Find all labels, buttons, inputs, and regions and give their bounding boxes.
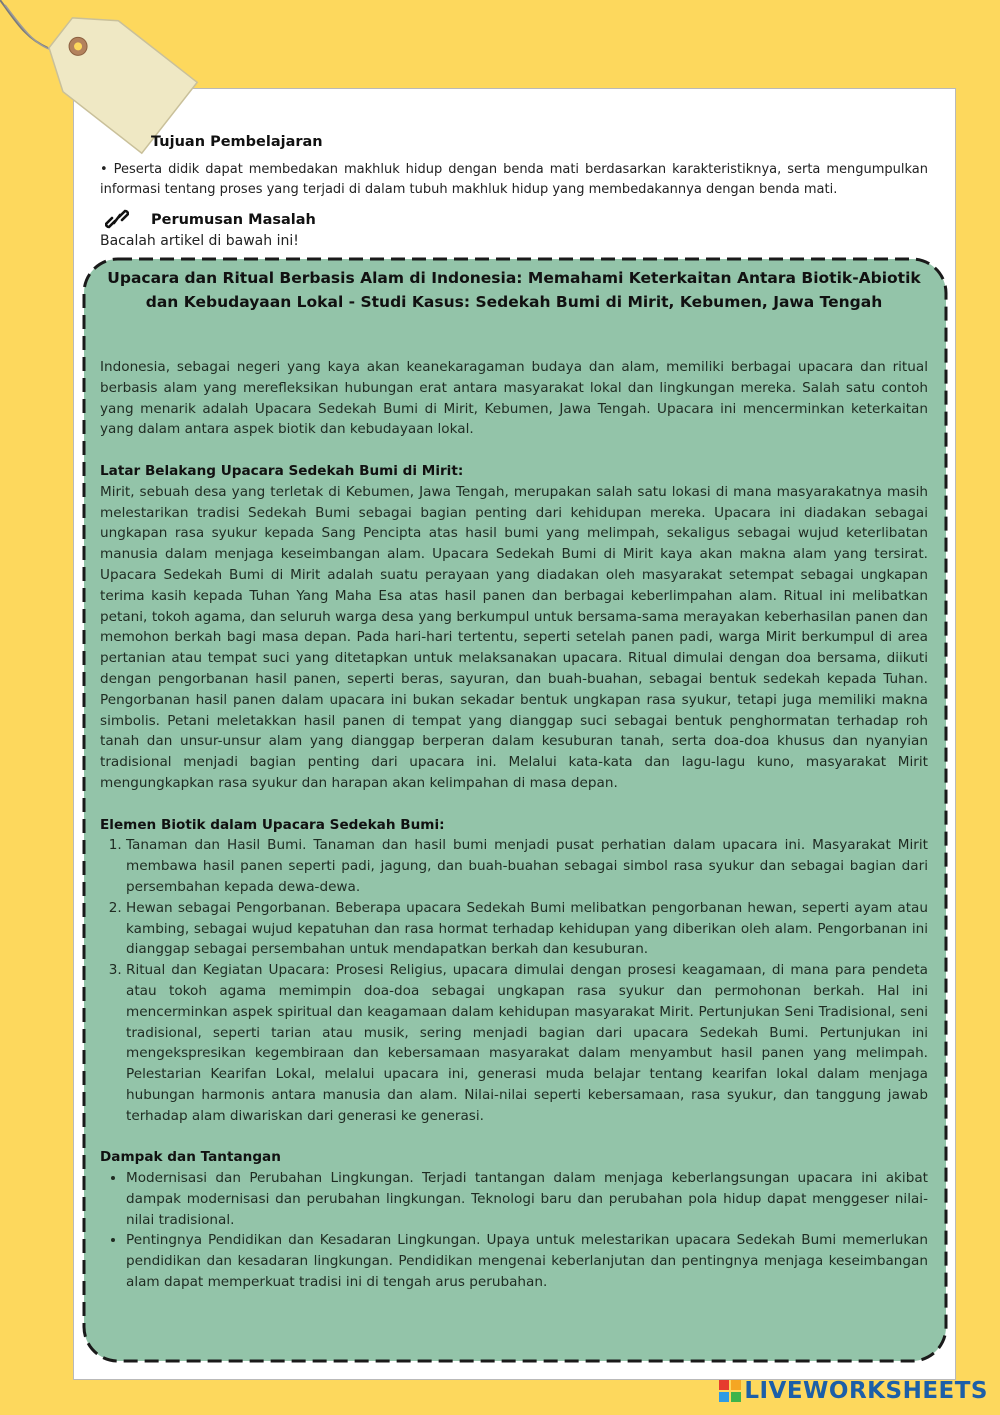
problem-title: Perumusan Masalah — [151, 212, 316, 228]
liveworksheets-logo[interactable] — [719, 1376, 988, 1406]
liveworksheets-logo-icon — [719, 1380, 741, 1402]
background-text: Mirit, sebuah desa yang terletak di Kebumen, Jawa Tengah, merupakan salah satu lokasi di mana masyarakatnya masih melestarikan tradisi Sedekah Bumi sebagai bagian penting dari kehidupan mereka. Upacara ini diadakan sebagai ungkapan rasa syukur kepada Sang Pencipta atas hasil bumi yang melimpah, sekaligus sebagai wujud keterlibatan manusia dalam menjaga keseimbangan alam. Upacara Sedekah Bumi di Mirit kaya akan makna alam yang tersirat. Upacara Sedekah Bumi di Mirit adalah suatu perayaan yang diadakan oleh masyarakat setempat sebagai ungkapan terima kasih kepada Tuhan Yang Maha Esa atas hasil panen dan berbagai keberlimpahan alam. Ritual ini melibatkan petani, tokoh agama, dan seluruh warga desa yang berkumpul untuk bersama-sama merayakan keberhasilan panen dan memohon berkah bagi masa depan. Pada hari-hari tertentu, seperti setelah panen padi, warga Mirit berkumpul di area pertanian atau tempat suci yang ditetapkan untuk melaksanakan upacara. Ritual dimulai dengan doa bersama, diikuti dengan pengorbanan hasil panen, seperti beras, sayuran, dan buah-buahan, sebagai bentuk sedekah kepada Tuhan. Pengorbanan hasil panen dalam upacara ini bukan sekadar bentuk ungkapan rasa syukur, tetapi juga memiliki makna simbolis. Petani meletakkan hasil panen di tempat yang dianggap suci sebagai bentuk penghormatan terhadap roh tanah dan unsur-unsur alam yang dianggap berperan dalam kesuburan tanah, serta doa-doa khusus dan nyanyian tradisional menjadi bagian penting dari upacara ini. Melalui kata-kata dan lagu-lagu kuno, masyarakat Mirit mengungkapkan rasa syukur dan harapan akan kelimpahan di masa depan. — [100, 483, 928, 791]
impact-list — [100, 1168, 928, 1293]
background-heading: Latar Belakang Upacara Sedekah Bumi di Mirit: — [100, 462, 464, 479]
list-item: 3. Ritual dan Kegiatan Upacara: Prosesi Religius, upacara dimulai dengan prosesi keagamaan, di mana para pendeta atau tokoh agama memimpin doa-doa sebagai ungkapan rasa syukur dan permohonan berkah. Hal ini mencerminkan aspek spiritual dan keagamaan dalam kehidupan masyarakat Mirit. Pertunjukan Seni Tradisional, seni tradisional, seperti tarian atau musik, sering menjadi bagian dari upacara Sedekah Bumi. Pertunjukan ini mengekspresikan kegembiraan dan kebersamaan masyarakat dalam menyambut hasil panen yang melimpah. Pelestarian Kearifan Lokal, melalui upacara ini, generasi muda belajar tentang kearifan lokal dalam menjaga hubungan harmonis antara manusia dan alam. Nilai-nilai seperti kebersamaan, rasa syukur, dan tanggung jawab terhadap alam diwariskan dari generasi ke generasi. — [126, 960, 928, 1126]
list-item: • Pentingnya Pendidikan dan Kesadaran Lingkungan. Upaya untuk melestarikan upacara Sedekah Bumi memerlukan pendidikan dan kesadaran lingkungan. Pendidikan mengenai keberlanjutan dan pentingnya menjaga keseimbangan alam dapat memperkuat tradisi ini di tengah arus perubahan. — [126, 1230, 928, 1292]
list-item: • Modernisasi dan Perubahan Lingkungan. Terjadi tantangan dalam menjaga keberlangsungan upacara ini akibat dampak modernisasi dan perubahan lingkungan. Teknologi baru dan perubahan pola hidup dapat menggeser nilai-nilai tradisional. — [126, 1168, 928, 1230]
list-item: 1. Tanaman dan Hasil Bumi. Tanaman dan hasil bumi menjadi pusat perhatian dalam upacara ini. Masyarakat Mirit membawa hasil panen seperti padi, jagung, dan buah-buahan sebagai simbol rasa syukur dan sebagai bagian dari persembahan kepada dewa-dewa. — [126, 835, 928, 897]
article-body — [100, 357, 928, 1314]
objective-title: Tujuan Pembelajaran — [151, 134, 323, 150]
logo-text: LIVEWORKSHEETS — [744, 1378, 988, 1404]
article-intro: Indonesia, sebagai negeri yang kaya akan keanekaragaman budaya dan alam, memiliki berbagai upacara dan ritual berbasis alam yang merefleksikan hubungan erat antara masyarakat lokal dan lingkungan mereka. Salah satu contoh yang menarik adalah Upacara Sedekah Bumi di Mirit, Kebumen, Jawa Tengah. Upacara ini mencerminkan keterkaitan yang dalam antara aspek biotik dan kebudayaan lokal. — [100, 359, 928, 438]
impact-heading: Dampak dan Tantangan — [100, 1149, 281, 1166]
article-title: Upacara dan Ritual Berbasis Alam di Indonesia: Memahami Keterkaitan Antara Biotik-Abiotik dan Kebudayaan Lokal - Studi Kasus: Sedekah Bumi di Mirit, Kebumen, Jawa Tengah — [107, 269, 921, 311]
biotic-list — [100, 835, 928, 1126]
instruction-text: Bacalah artikel di bawah ini! — [100, 233, 299, 249]
biotic-heading: Elemen Biotik dalam Upacara Sedekah Bumi: — [100, 816, 445, 833]
link-icon — [105, 208, 129, 230]
list-item: 2. Hewan sebagai Pengorbanan. Beberapa upacara Sedekah Bumi melibatkan pengorbanan hewan, seperti ayam atau kambing, sebagai wujud kepatuhan dan rasa hormat terhadap kehidupan yang diberikan oleh alam. Pengorbanan ini dianggap sebagai persembahan untuk mendapatkan berkah dan kesuburan. — [126, 898, 928, 960]
objective-text: • Peserta didik dapat membedakan makhluk hidup dengan benda mati berdasarkan karakteristiknya, serta mengumpulkan informasi tentang proses yang terjadi di dalam tubuh makhluk hidup yang membedakannya dengan benda mati. — [100, 162, 928, 197]
